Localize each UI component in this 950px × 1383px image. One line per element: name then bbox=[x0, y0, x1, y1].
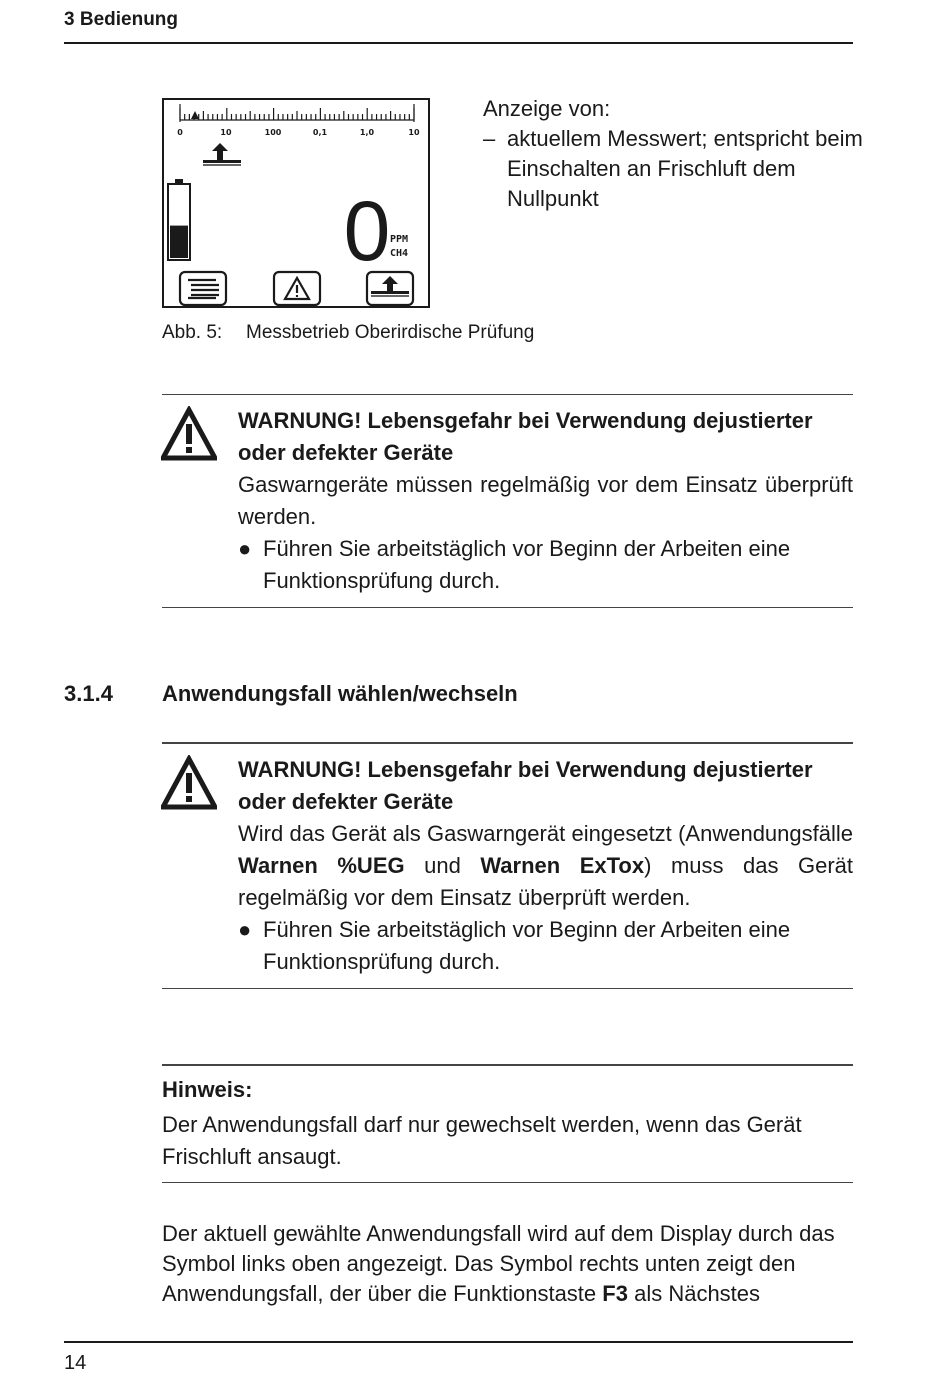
body-paragraph bbox=[162, 1219, 853, 1309]
body-text-part: als Nächstes bbox=[627, 1281, 761, 1306]
warning-triangle-icon bbox=[161, 406, 217, 462]
figure-caption-text: Messbetrieb Oberirdische Prüfung bbox=[246, 322, 535, 343]
warning-bullet-item bbox=[238, 533, 853, 597]
warning-triangle-icon bbox=[161, 755, 217, 811]
application-mode-name: Warnen %UEG bbox=[238, 853, 405, 878]
warning-title: WARNUNG! Lebensgefahr bei Verwendung dejustierter oder defekter Geräte bbox=[238, 757, 813, 814]
bullet-marker: ● bbox=[238, 917, 252, 942]
scale-label: 0,1 bbox=[312, 128, 328, 137]
application-mode-name: Warnen ExTox bbox=[480, 853, 645, 878]
warning-bullet-text: Führen Sie arbeitstäglich vor Beginn der Arbeiten eine Funktionsprüfung durch. bbox=[263, 917, 791, 974]
scale-label: 10 bbox=[408, 128, 420, 137]
warning-text bbox=[238, 818, 853, 914]
note-rule-top bbox=[162, 1064, 853, 1066]
warning-text-part: Wird das Gerät als Gaswarngerät eingesetzt (Anwendungsfälle bbox=[238, 821, 853, 846]
description-item-text: aktuellem Messwert; entspricht beim Einschalten an Frischluft dem Nullpunkt bbox=[507, 126, 863, 211]
body-text-part: Der aktuell gewählte Anwendungsfall wird auf dem Display durch das Symbol links oben angezeigt. Das Symbol rechts unten zeigt den Anwendungsfall, der über die Funktionstaste bbox=[162, 1221, 835, 1306]
footer-rule bbox=[64, 1341, 853, 1343]
scale-label: 10 bbox=[220, 128, 232, 137]
warning-block bbox=[238, 754, 853, 978]
scale-pointer bbox=[191, 111, 199, 119]
scale-label: 1,0 bbox=[359, 128, 375, 137]
warning-rule-bottom bbox=[162, 988, 853, 989]
warning-text: Gaswarngeräte müssen regelmäßig vor dem Einsatz überprüft werden. bbox=[238, 472, 853, 529]
display-description bbox=[483, 94, 863, 214]
description-heading: Anzeige von: bbox=[483, 96, 611, 121]
reading-value: 0 bbox=[343, 184, 391, 278]
warning-text-part: ) muss das Gerät regelmäßig vor dem Einsatz überprüft werden. bbox=[238, 853, 854, 910]
warning-text-part: und bbox=[404, 853, 481, 878]
warning-bullet-text: Führen Sie arbeitstäglich vor Beginn der Arbeiten eine Funktionsprüfung durch. bbox=[263, 536, 791, 593]
description-item bbox=[483, 124, 863, 214]
header-rule bbox=[64, 42, 853, 44]
figure-number: Abb. 5: bbox=[162, 322, 223, 343]
figure-caption bbox=[162, 322, 534, 344]
chapter-header: 3 Bedienung bbox=[64, 9, 179, 30]
device-display bbox=[162, 98, 430, 308]
warning-bullet-item bbox=[238, 914, 853, 978]
section-number: 3.1.4 bbox=[64, 681, 113, 706]
scale-label: 0 bbox=[177, 128, 183, 137]
warning-title: WARNUNG! Lebensgefahr bei Verwendung dejustierter oder defekter Geräte bbox=[238, 408, 813, 465]
softkey-warning bbox=[274, 272, 320, 305]
application-mode-icon bbox=[203, 143, 241, 166]
warning-rule-bottom bbox=[162, 607, 853, 608]
dash-marker: – bbox=[483, 126, 496, 151]
warning-block bbox=[238, 405, 853, 597]
note-text: Der Anwendungsfall darf nur gewechselt werden, wenn das Gerät Frischluft ansaugt. bbox=[162, 1112, 802, 1169]
measurement-scale bbox=[180, 104, 414, 122]
bullet-marker: ● bbox=[238, 536, 252, 561]
function-key-name: F3 bbox=[602, 1281, 628, 1306]
page-number: 14 bbox=[64, 1352, 87, 1374]
softkey-menu bbox=[180, 272, 226, 305]
gas-label: CH4 bbox=[390, 248, 409, 259]
note-title: Hinweis: bbox=[162, 1077, 253, 1102]
note-rule-bottom bbox=[162, 1182, 853, 1183]
section-title: Anwendungsfall wählen/wechseln bbox=[162, 681, 518, 706]
warning-rule-top bbox=[162, 742, 853, 744]
battery-icon bbox=[168, 179, 190, 260]
display-graphic bbox=[164, 100, 428, 306]
unit-label: PPM bbox=[390, 234, 409, 245]
scale-label: 100 bbox=[264, 128, 282, 137]
warning-rule-top bbox=[162, 394, 853, 395]
